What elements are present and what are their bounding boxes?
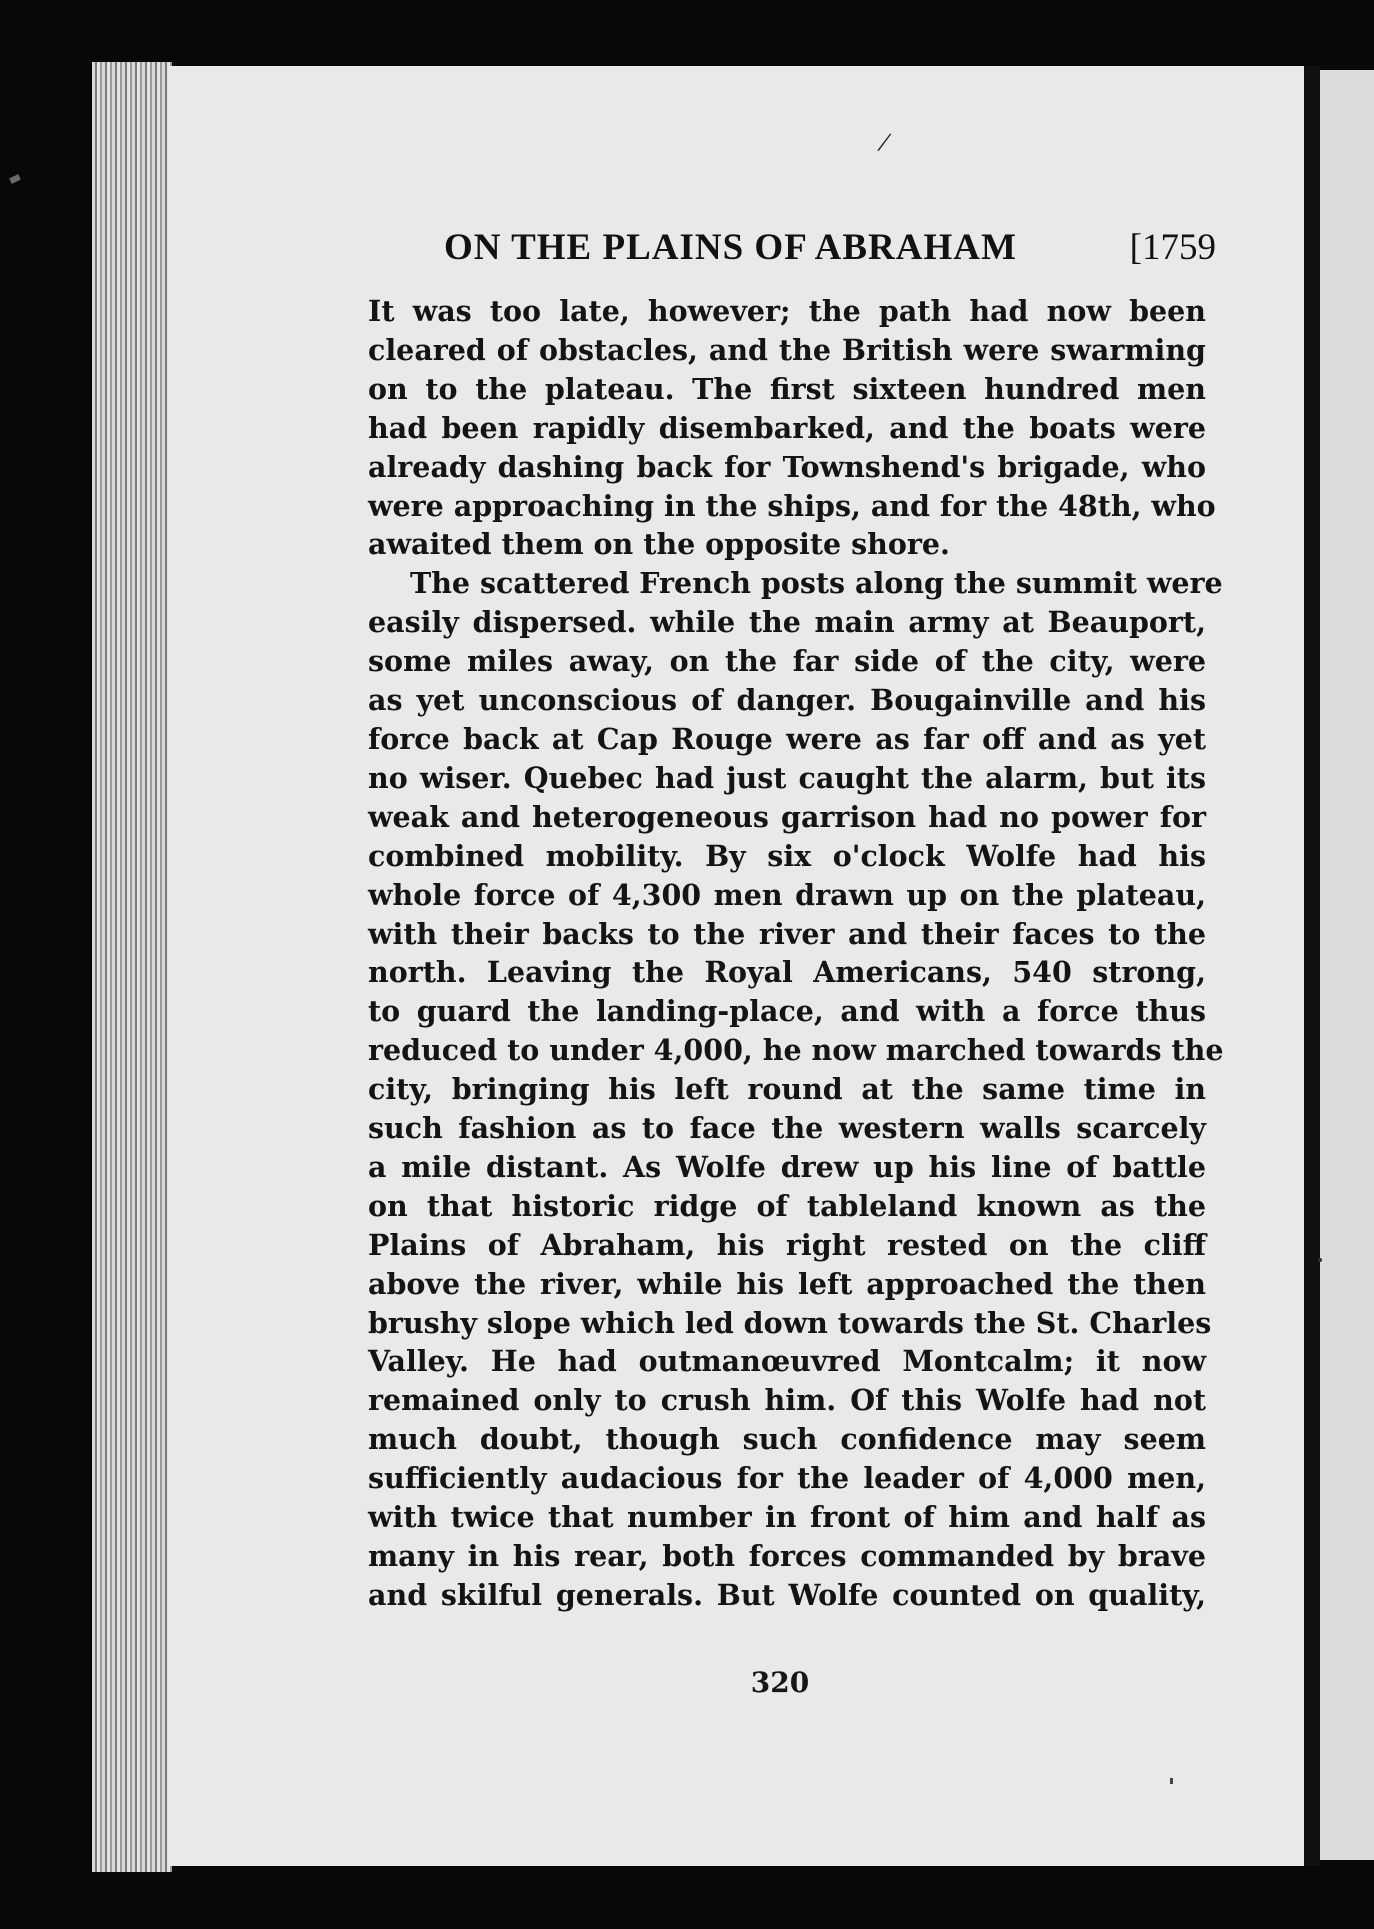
text-line: weak and heterogeneous garrison had no power for <box>368 799 1206 834</box>
text-line: as yet unconscious of danger. Bougainville and his <box>368 683 1206 718</box>
text-line: much doubt, though such confidence may seem <box>368 1422 1206 1457</box>
next-page-edge <box>1320 70 1374 1860</box>
text-line: some miles away, on the far side of the city, were <box>368 644 1206 679</box>
page-gutter <box>1304 66 1320 1866</box>
text-line: city, bringing his left round at the same time in <box>368 1072 1206 1107</box>
text-line: many in his rear, both forces commanded by brave <box>368 1539 1206 1573</box>
text-line: to guard the landing-place, and with a force thus <box>368 994 1206 1029</box>
running-year: [1759 <box>1129 227 1216 268</box>
text-line: on to the plateau. The first sixteen hundred men <box>368 371 1206 406</box>
text-line: It was too late, however; the path had now been <box>368 294 1206 328</box>
text-line: Valley. He had outmanœuvred Montcalm; it now <box>368 1344 1206 1379</box>
text-line: and skilful generals. But Wolfe counted on quality, <box>368 1577 1206 1612</box>
text-line: a mile distant. As Wolfe drew up his line of battle <box>368 1149 1206 1184</box>
text-line: Plains of Abraham, his right rested on the cliff <box>368 1227 1206 1262</box>
stray-dot <box>1318 1258 1322 1262</box>
body-text <box>368 292 1224 1615</box>
text-line: force back at Cap Rouge were as far off and as yet <box>368 721 1206 756</box>
text-line: combined mobility. By six o'clock Wolfe had his <box>368 838 1206 873</box>
stray-dot <box>1170 1778 1173 1784</box>
paragraph <box>368 292 1216 564</box>
text-line: sufficiently audacious for the leader of 4,000 men, <box>368 1461 1206 1496</box>
text-line: reduced to under 4,000, he now marched towards the <box>368 1033 1224 1068</box>
text-line: brushy slope which led down towards the St. Charles <box>368 1305 1212 1340</box>
stray-pen-mark: / <box>875 125 894 160</box>
text-line: on that historic ridge of tableland known as the <box>368 1188 1206 1223</box>
paragraph <box>368 564 1224 1614</box>
text-line: with their backs to the river and their faces to the <box>368 916 1206 951</box>
page-number: 320 <box>750 1666 810 1699</box>
text-line: The scattered French posts along the summit were <box>410 566 1223 601</box>
text-line: whole force of 4,300 men drawn up on the plateau, <box>368 877 1206 912</box>
text-line: easily dispersed. while the main army at Beauport, <box>368 605 1206 640</box>
text-line: cleared of obstacles, and the British were swarming <box>368 332 1206 367</box>
text-line: awaited them on the opposite shore. <box>368 527 950 562</box>
text-line: were approaching in the ships, and for the 48th, who <box>368 488 1216 523</box>
text-line: with twice that number in front of him and half as <box>368 1500 1206 1535</box>
text-line: already dashing back for Townshend's brigade, who <box>368 449 1206 484</box>
running-header <box>444 226 1216 274</box>
text-line: had been rapidly disembarked, and the boats were <box>368 410 1206 445</box>
page-edges <box>92 62 172 1872</box>
text-line: above the river, while his left approached the then <box>368 1266 1206 1301</box>
text-line: north. Leaving the Royal Americans, 540 strong, <box>368 955 1206 990</box>
text-line: remained only to crush him. Of this Wolfe had not <box>368 1383 1206 1418</box>
running-title: ON THE PLAINS OF ABRAHAM <box>444 227 1017 268</box>
text-line: such fashion as to face the western walls scarcely <box>368 1111 1206 1146</box>
text-line: no wiser. Quebec had just caught the alarm, but its <box>368 760 1206 795</box>
